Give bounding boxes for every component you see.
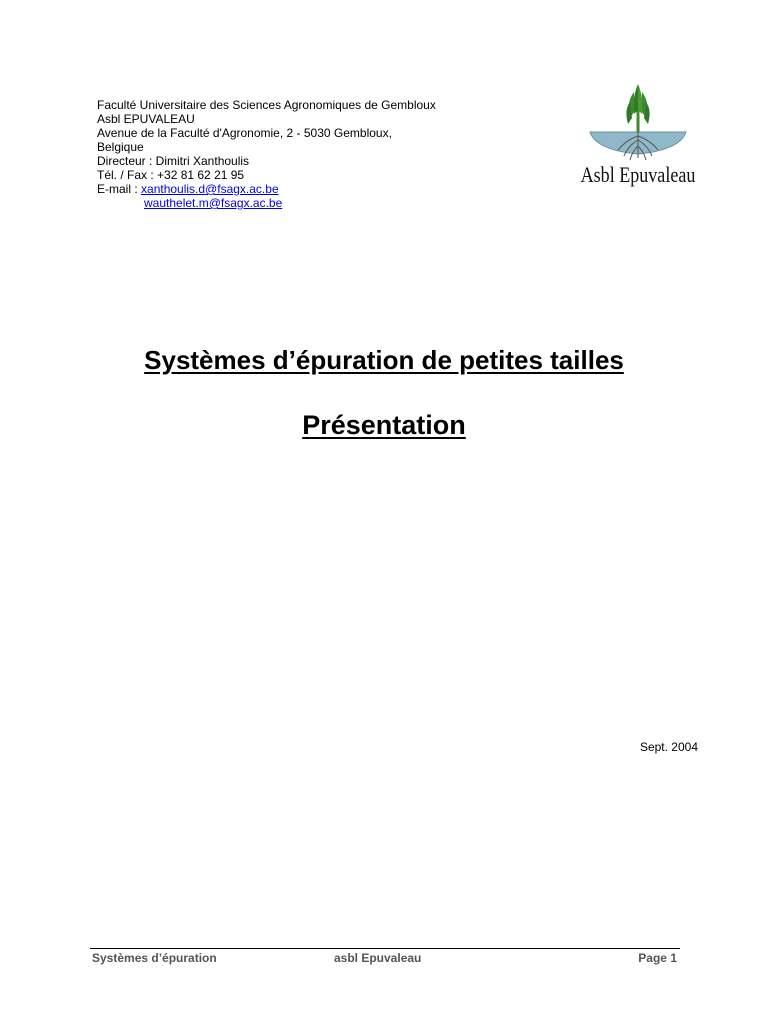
- email-link-xanthoulis[interactable]: xanthoulis.d@fsagx.ac.be: [141, 182, 279, 196]
- email-link-wauthelet[interactable]: wauthelet.m@fsagx.ac.be: [144, 196, 283, 210]
- footer-center: asbl Epuvaleau: [334, 951, 422, 965]
- document-date: Sept. 2004: [639, 740, 698, 754]
- page-footer: [90, 948, 680, 971]
- organization-line: Asbl EPUVALEAU: [97, 112, 195, 126]
- document-title: Systèmes d’épuration de petites tailles: [144, 345, 624, 375]
- faculty-line: Faculté Universitaire des Sciences Agronomiques de Gembloux: [97, 98, 436, 112]
- email-line-2: [97, 196, 436, 210]
- phone-line: Tél. / Fax : +32 81 62 21 95: [97, 168, 245, 182]
- address-block: [97, 98, 436, 210]
- document-subtitle: Présentation: [302, 410, 466, 440]
- page-number: Page 1: [638, 951, 677, 965]
- director-line: Directeur : Dimitri Xanthoulis: [97, 154, 250, 168]
- email-label: E-mail :: [97, 182, 142, 196]
- country-line: Belgique: [97, 140, 144, 154]
- footer-left: Systèmes d’épuration: [92, 951, 217, 965]
- street-line: Avenue de la Faculté d'Agronomie, 2 - 5030 Gembloux,: [97, 126, 392, 140]
- plant-water-logo-icon: [568, 80, 708, 165]
- logo-text: Asbl Epuvaleau: [580, 162, 696, 187]
- email-line: [97, 182, 436, 196]
- asbl-epuvaleau-logo: [568, 80, 708, 200]
